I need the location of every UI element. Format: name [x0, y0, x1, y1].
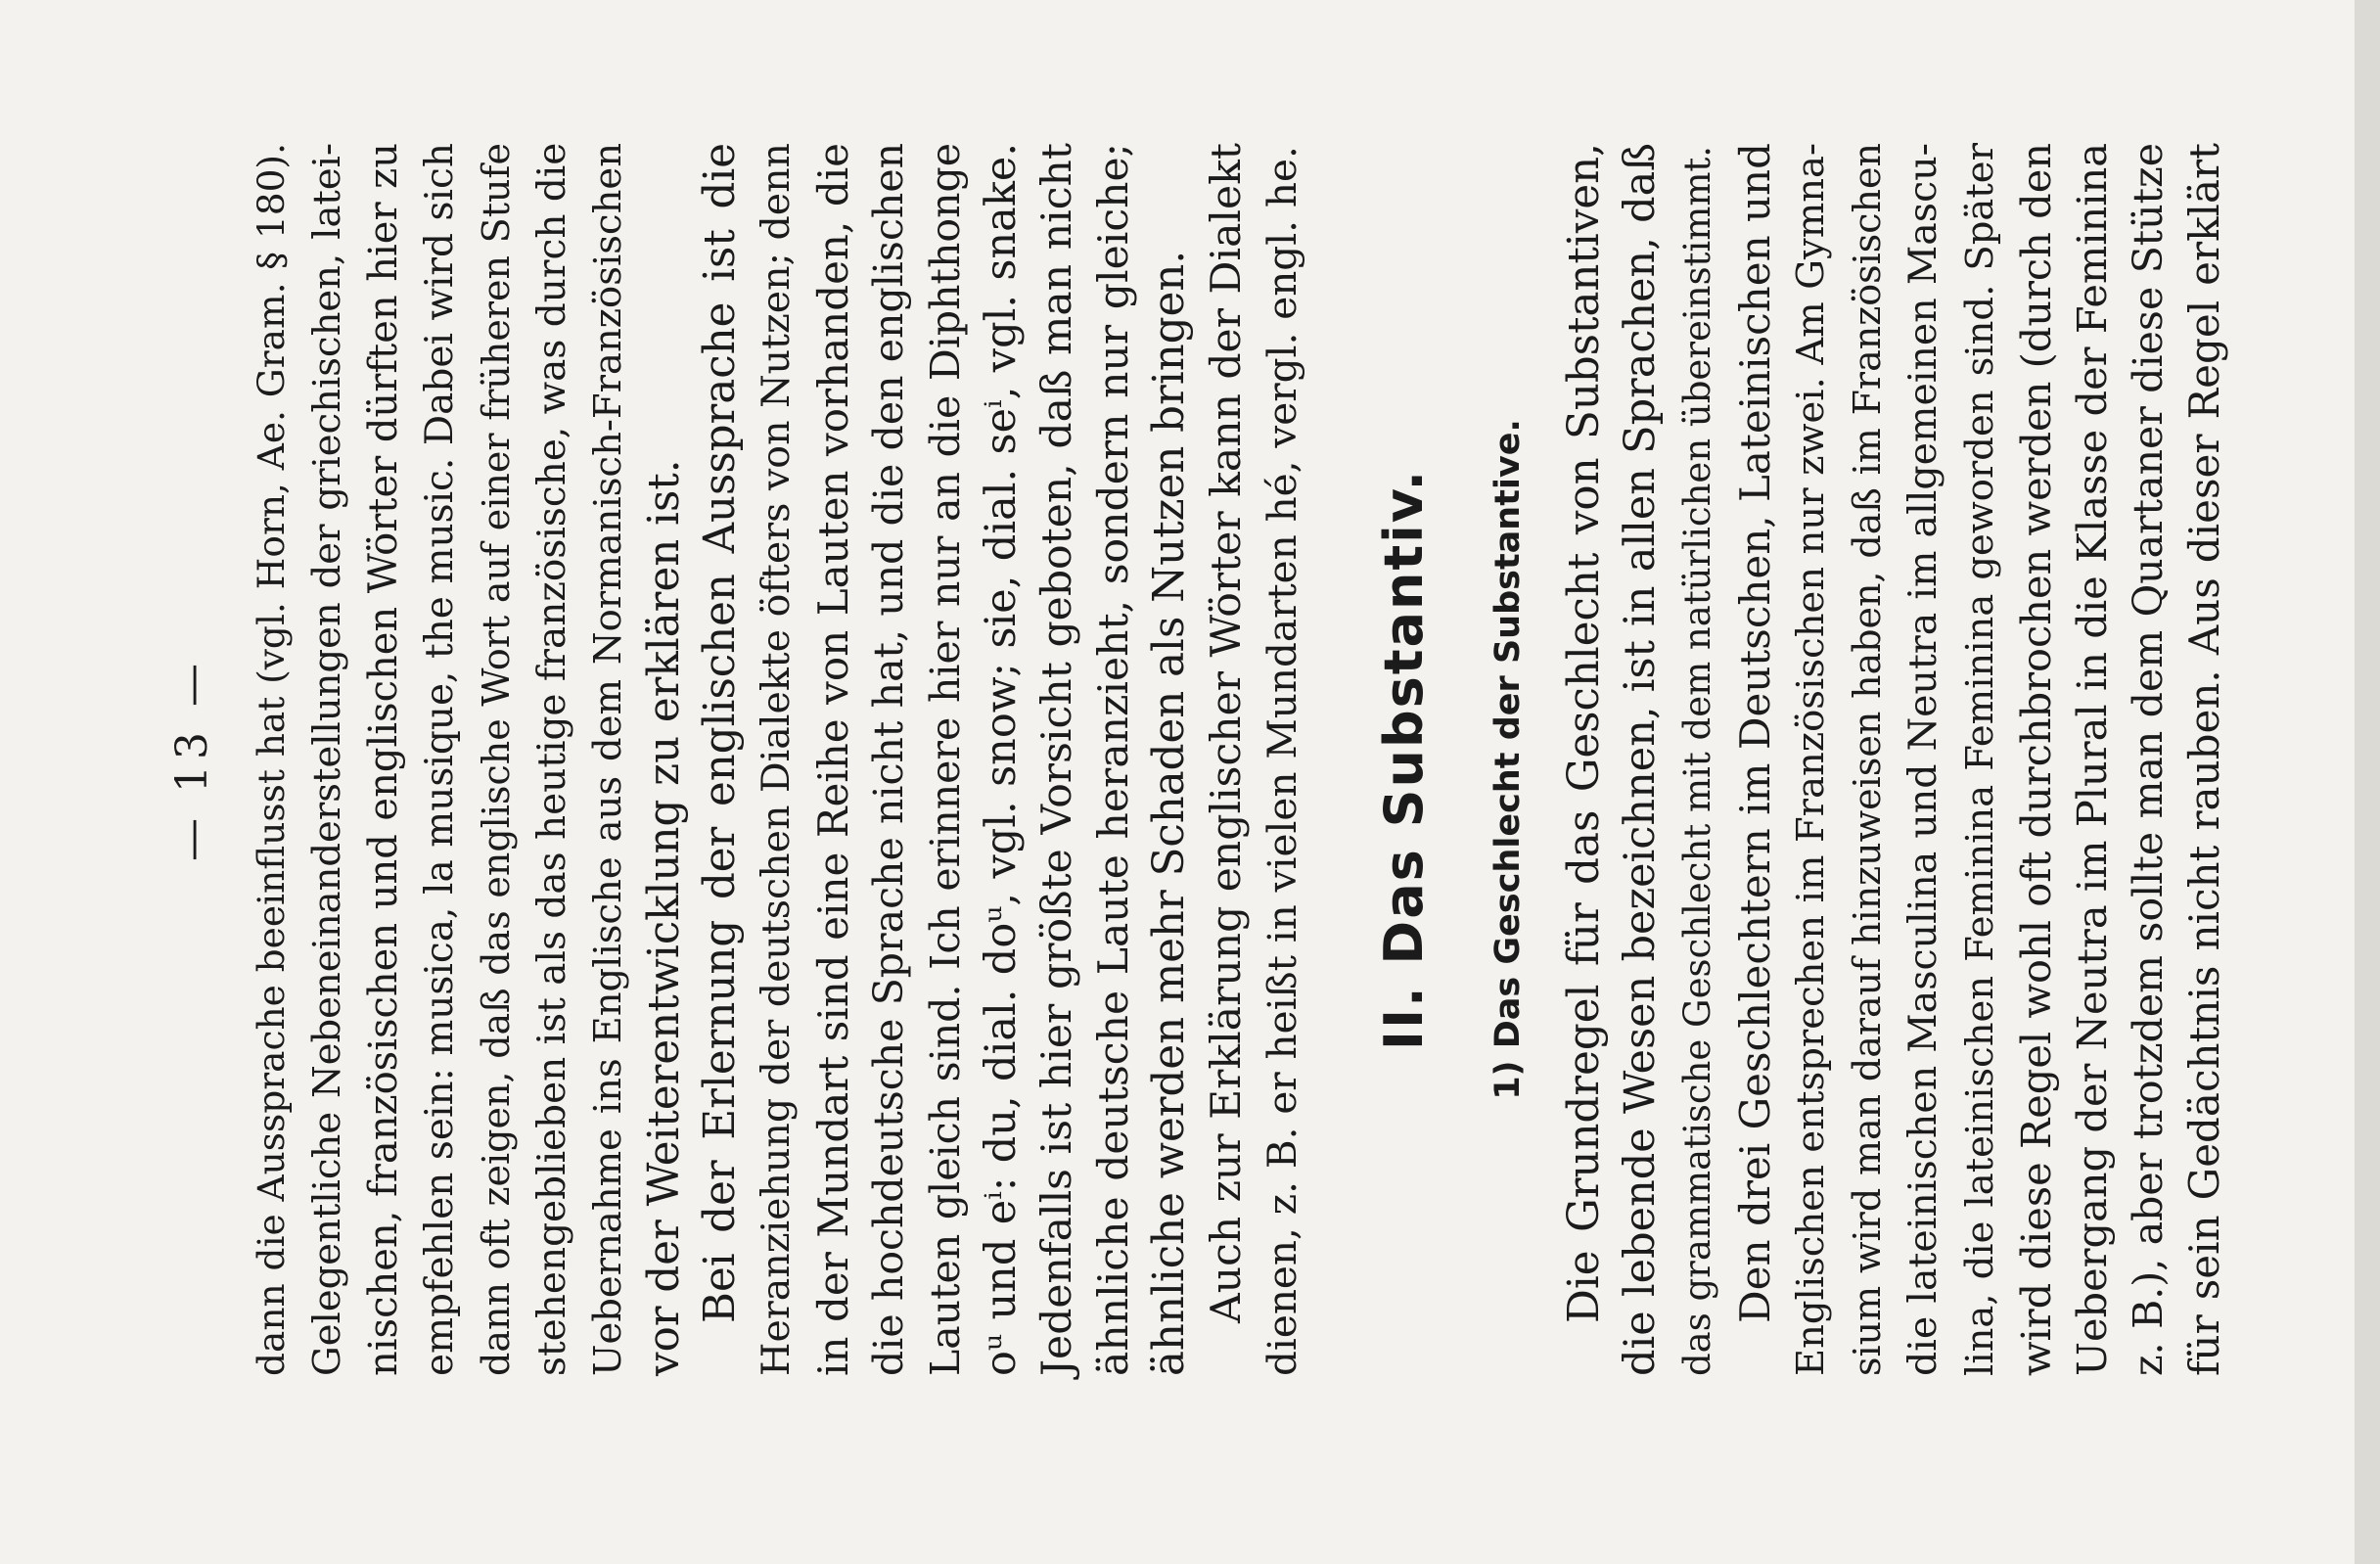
- subsection-heading: 1) Das Geschlecht der Substantive.: [1488, 419, 1528, 1100]
- paragraph-grundregel: [1557, 143, 1725, 1376]
- text-line: Jedenfalls ist hier größte Vorsicht geboten, daß man nicht: [1033, 143, 1082, 1376]
- paragraph-dialekte: [693, 143, 1199, 1376]
- section-heading: II. Das Substantiv.: [1373, 468, 1435, 1051]
- rotated-book-page: [167, 142, 2229, 1376]
- text-line: dann oft zeigen, daß das englische Wort auf einer früheren Stufe: [474, 143, 518, 1376]
- text-line: Heranziehung der deutschen Dialekte öfters von Nutzen; denn: [754, 143, 800, 1376]
- text-line: das grammatische Geschlecht mit dem natürlichen übereinstimmt.: [1675, 145, 1718, 1376]
- text-line: Den drei Geschlechtern im Deutschen, Lateinischen und: [1731, 143, 1779, 1323]
- text-line: oᵘ und eⁱ: du, dial. doᵘ, vgl. snow; sie, dial. seⁱ, vgl. snake.: [977, 143, 1027, 1376]
- text-line: lina, die lateinischen Feminina Feminina geworden sind. Später: [1957, 143, 2002, 1376]
- text-line: Gelegentliche Nebeneinanderstellungen der griechischen, latei-: [305, 143, 350, 1376]
- book-gutter: [2355, 0, 2380, 1564]
- text-line: z. B.), aber trotzdem sollte man dem Quartaner diese Stütze: [2124, 143, 2172, 1376]
- text-line: Lauten gleich sind. Ich erinnere hier nur an die Diphthonge: [921, 143, 969, 1376]
- paragraph-aussprache: [244, 143, 693, 1376]
- text-line: Auch zur Erklärung englischer Wörter kann der Dialekt: [1203, 143, 1251, 1323]
- text-line: die hochdeutsche Sprache nicht hat, und die den englischen: [865, 143, 913, 1376]
- text-line: die lebende Wesen bezeichnen, ist in allen Sprachen, daß: [1616, 143, 1666, 1376]
- text-line: in der Mundart sind eine Reihe von Lauten vorhanden, die: [808, 143, 857, 1376]
- text-line: Uebergang der Neutra im Plural in die Klasse der Feminina: [2068, 143, 2117, 1376]
- text-line: dann die Aussprache beeinflusst hat (vgl. Horn, Ae. Gram. § 180).: [250, 143, 293, 1376]
- paragraph-erklaerung: [1199, 143, 1311, 1376]
- text-line: empfehlen sein: musica, la musique, the music. Dabei wird sich: [418, 143, 463, 1376]
- text-line: Bei der Erlernung der englischen Aussprache ist die: [696, 143, 745, 1323]
- text-line: für sein Gedächtnis nicht rauben. Aus dieser Regel erklärt: [2180, 143, 2229, 1376]
- text-line: ähnliche deutsche Laute heranzieht, sondern nur gleiche;: [1089, 143, 1138, 1376]
- text-line: sium wird man darauf hinzuweisen haben, daß im Französischen: [1845, 143, 1889, 1376]
- text-line: vor der Weiterentwicklung zu erklären ist.: [639, 459, 689, 1376]
- paragraph-geschlechter: [1727, 143, 2233, 1376]
- text-line: ähnliche werden mehr Schaden als Nutzen bringen.: [1145, 250, 1195, 1376]
- text-line: wird diese Regel wohl oft durchbrochen werden (durch den: [2012, 143, 2061, 1376]
- text-line: Die Grundregel für das Geschlecht von Substantiven,: [1560, 143, 1609, 1323]
- text-line: nischen, französischen und englischen Wörter dürften hier zu: [360, 143, 406, 1376]
- text-line: Uebernahme ins Englische aus dem Normanisch-Französischen: [586, 143, 631, 1376]
- page-number: — 13 —: [167, 658, 217, 861]
- text-line: die lateinischen Masculina und Neutra im allgemeinen Mascu-: [1900, 143, 1946, 1376]
- text-line: dienen, z. B. er heißt in vielen Mundarten hé, vergl. engl. he.: [1259, 146, 1306, 1376]
- text-line: Englischen entsprechen im Französischen nur zwei. Am Gymna-: [1789, 143, 1834, 1376]
- text-line: stehengeblieben ist als das heutige französische, was durch die: [530, 142, 575, 1376]
